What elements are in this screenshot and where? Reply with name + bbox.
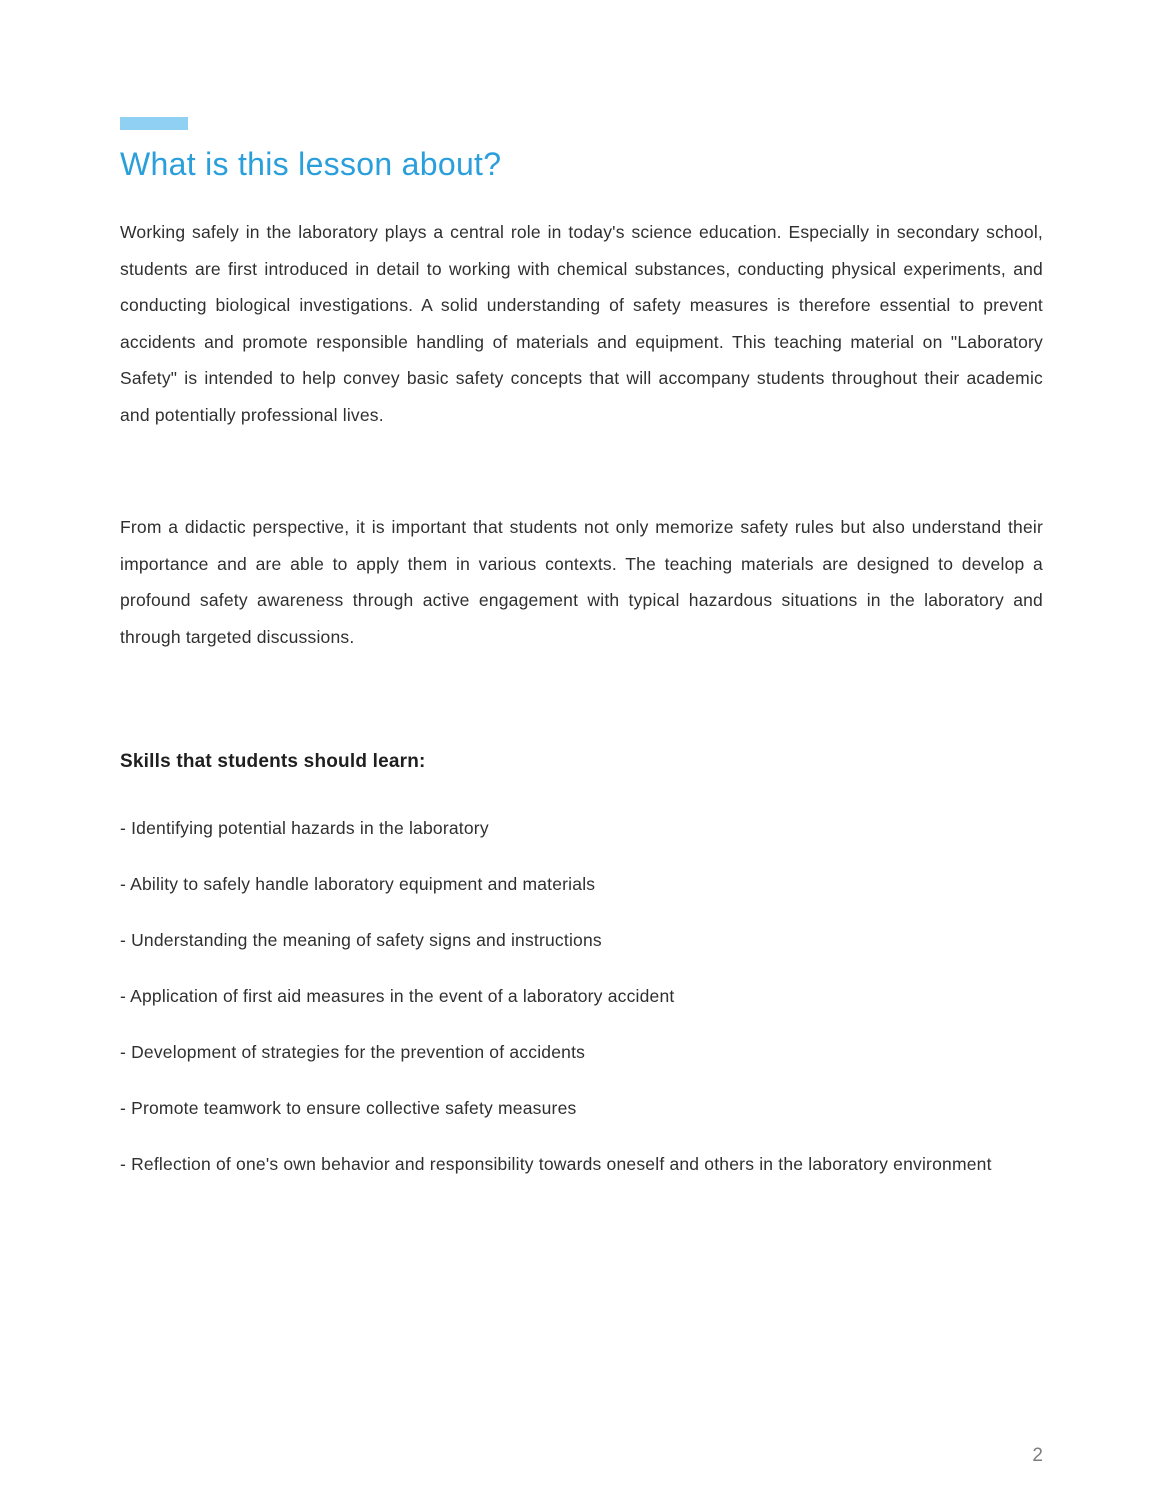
skill-list-item: - Application of first aid measures in the event of a laboratory accident <box>120 986 675 1006</box>
skill-list-item: - Understanding the meaning of safety signs and instructions <box>120 930 602 950</box>
skills-heading: Skills that students should learn: <box>120 751 426 772</box>
intro-paragraph-1: Working safely in the laboratory plays a central role in today's science education. Especially in secondary school, students are first introduced in detail to working with chemical substances, conducting physical experiments, and conducting biological investigations. A solid understanding of safety measures is therefore essential to prevent accidents and promote responsible handling of materials and equipment. This teaching material on "Laboratory Safety" is intended to help convey basic safety concepts that will accompany students throughout their academic and potentially professional lives. <box>120 222 1043 425</box>
skill-list-item: - Development of strategies for the prevention of accidents <box>120 1042 586 1062</box>
skill-list-item: - Identifying potential hazards in the laboratory <box>120 818 489 838</box>
skills-list <box>120 810 1043 1183</box>
skill-list-item: - Reflection of one's own behavior and responsibility towards oneself and others in the laboratory environment <box>120 1154 992 1174</box>
page-number: 2 <box>1032 1445 1043 1466</box>
heading-accent-bar <box>120 117 188 130</box>
page-title: What is this lesson about? <box>120 146 502 182</box>
skill-list-item: - Ability to safely handle laboratory equipment and materials <box>120 874 596 894</box>
skill-list-item: - Promote teamwork to ensure collective safety measures <box>120 1098 577 1118</box>
intro-paragraph-2: From a didactic perspective, it is important that students not only memorize safety rules but also understand their importance and are able to apply them in various contexts. The teaching materials are designed to develop a profound safety awareness through active engagement with typical hazardous situations in the laboratory and through targeted discussions. <box>120 517 1043 647</box>
